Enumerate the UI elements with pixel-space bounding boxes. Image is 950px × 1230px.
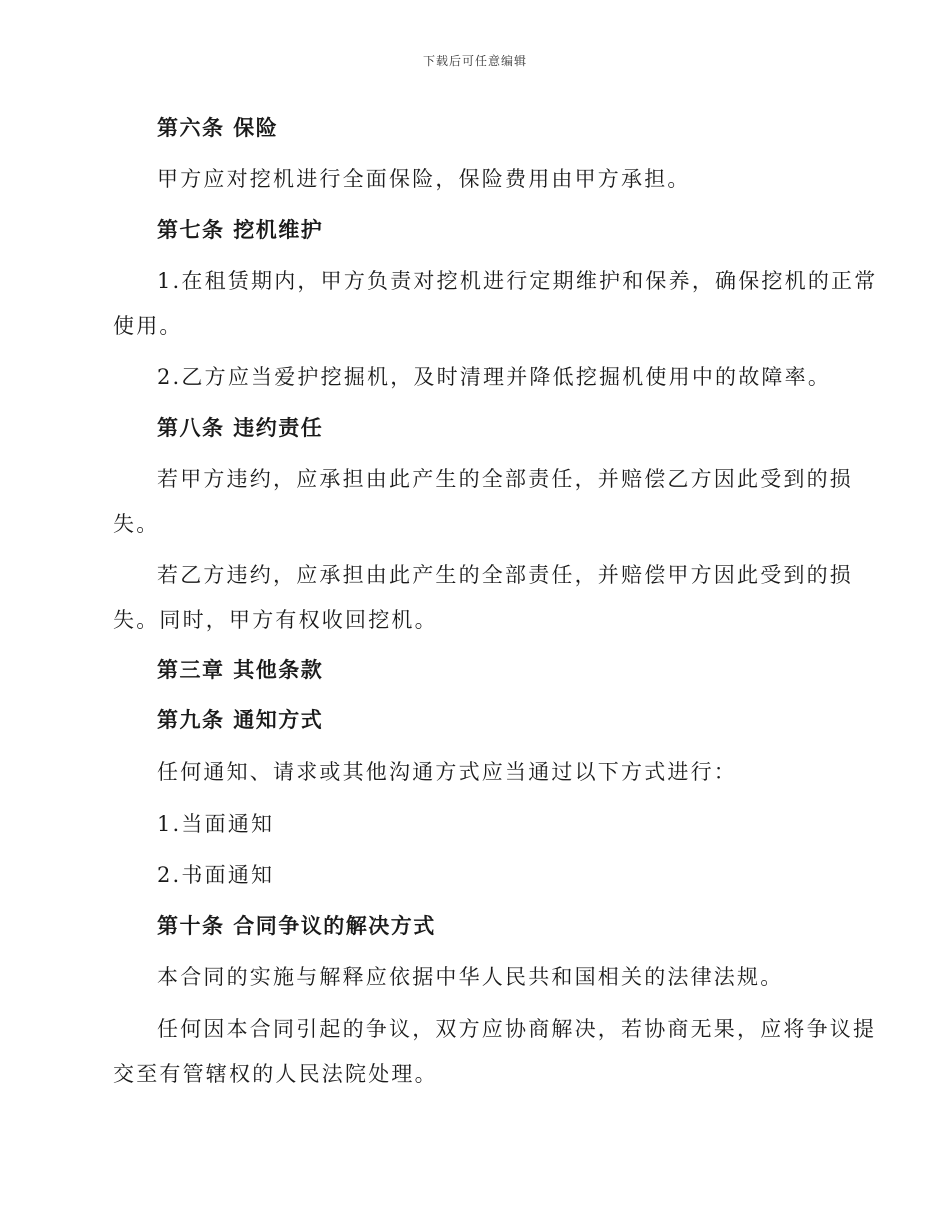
article-7-title: 第七条 挖机维护 xyxy=(157,217,324,242)
article-8-title: 第八条 违约责任 xyxy=(157,415,324,440)
article-7-paragraph-2: 2.乙方应当爱护挖掘机，及时清理并降低挖掘机使用中的故障率。 xyxy=(157,365,832,389)
article-9-title: 第九条 通知方式 xyxy=(157,707,324,732)
article-8-paragraph-1-line-1: 若甲方违约，应承担由此产生的全部责任，并赔偿乙方因此受到的损 xyxy=(157,467,853,491)
page-header: 下载后可任意编辑 xyxy=(422,54,527,68)
article-10-paragraph-2-line-2: 交至有管辖权的人民法院处理。 xyxy=(113,1062,438,1086)
article-8-paragraph-2-line-1: 若乙方违约，应承担由此产生的全部责任，并赔偿甲方因此受到的损 xyxy=(157,563,853,587)
article-6-paragraph: 甲方应对挖机进行全面保险，保险费用由甲方承担。 xyxy=(157,167,691,191)
chapter-3-title: 第三章 其他条款 xyxy=(157,657,324,682)
article-10-paragraph-1: 本合同的实施与解释应依据中华人民共和国相关的法律法规。 xyxy=(157,965,784,989)
article-7-paragraph-1-line-2: 使用。 xyxy=(113,314,183,338)
article-10-paragraph-2-line-1: 任何因本合同引起的争议，双方应协商解决，若协商无果，应将争议提 xyxy=(157,1017,877,1041)
article-8-paragraph-2-line-2: 失。同时，甲方有权收回挖机。 xyxy=(113,608,438,632)
article-6-title: 第六条 保险 xyxy=(157,115,279,140)
article-9-item-2: 2.书面通知 xyxy=(157,863,275,887)
article-9-item-1: 1.当面通知 xyxy=(157,812,275,836)
article-9-paragraph: 任何通知、请求或其他沟通方式应当通过以下方式进行： xyxy=(157,760,737,784)
article-10-title: 第十条 合同争议的解决方式 xyxy=(157,913,436,938)
article-8-paragraph-1-line-2: 失。 xyxy=(113,512,160,536)
article-7-paragraph-1-line-1: 1.在租赁期内，甲方负责对挖机进行定期维护和保养，确保挖机的正常 xyxy=(157,269,878,293)
